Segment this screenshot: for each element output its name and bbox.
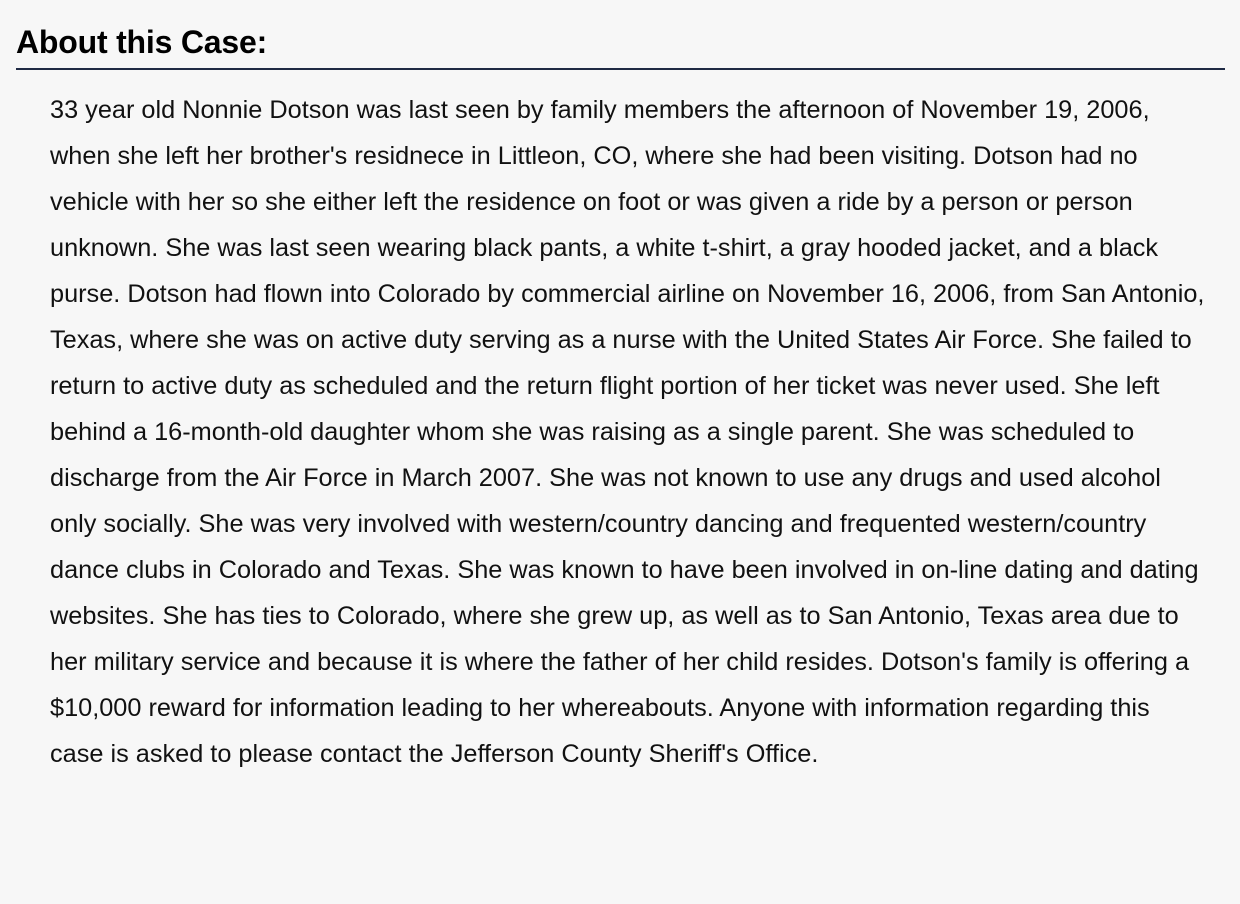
case-description: 33 year old Nonnie Dotson was last seen by family members the afternoon of November 19, 2006, when she left her brother's residnece in Littleon, CO, where she had been visiting. Dotson had no vehicle with her so she either left the residence on foot or was given a ride by a person or person unknown. She was last seen wearing black pants, a white t-shirt, a gray hooded jacket, and a black purse. Dotson had flown into Colorado by commercial airline on November 16, 2006, from San Antonio, Texas, where she was on active duty serving as a nurse with the United States Air Force. She failed to return to active duty as scheduled and the return flight portion of her ticket was never used. She left behind a 16-month-old daughter whom she was raising as a single parent. She was scheduled to discharge from the Air Force in March 2007. She was not known to use any drugs and used alcohol only socially. She was very involved with western/country dancing and frequented western/country dance clubs in Colorado and Texas. She was known to have been involved in on-line dating and dating websites. She has ties to Colorado, where she grew up, as well as to San Antonio, Texas area due to her military service and because it is where the father of her child resides. Dotson's family is offering a $10,000 reward for information leading to her whereabouts. Anyone with information regarding this case is asked to please contact the Jefferson County Sheriff's Office. xyxy=(50,96,1205,768)
section-title: About this Case: xyxy=(16,24,268,60)
